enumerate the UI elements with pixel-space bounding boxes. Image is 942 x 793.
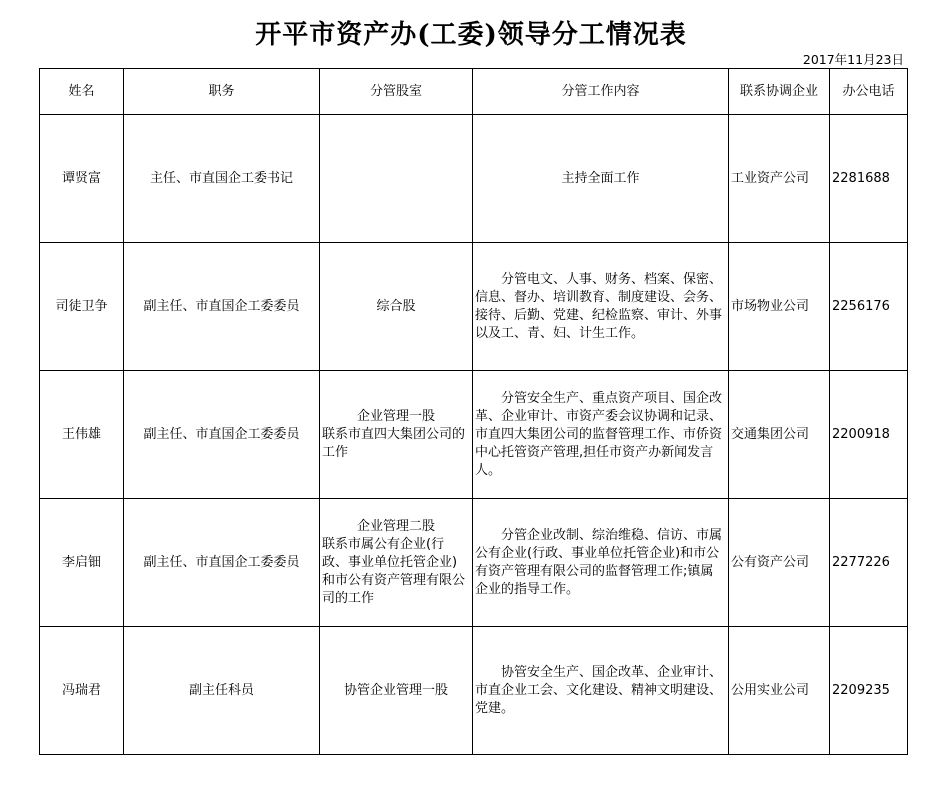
department-description: 联系市直四大集团公司的工作: [322, 426, 466, 460]
table-row: [40, 627, 908, 755]
cell-company: 交通集团公司: [729, 371, 830, 499]
cell-name: 冯瑞君: [40, 627, 124, 755]
leadership-table: [39, 68, 908, 755]
cell-work-content: 协管安全生产、国企改革、企业审计、市直企业工会、文化建设、精神文明建设、党建。: [473, 627, 729, 755]
cell-department: [320, 115, 473, 243]
header-row: [40, 69, 908, 115]
report-date: 2017年11月23日: [802, 52, 904, 67]
cell-position: 副主任、市直国企工委委员: [124, 371, 320, 499]
cell-phone: 2277226: [830, 499, 908, 627]
department-name: 企业管理一股: [356, 408, 435, 424]
cell-work-content: 主持全面工作: [473, 115, 729, 243]
cell-phone: 2209235: [830, 627, 908, 755]
header-position: 职务: [124, 69, 320, 115]
cell-work-content: 分管安全生产、重点资产项目、国企改革、企业审计、市资产委会议协调和记录、市直四大集团公司的监督管理工作、市侨资中心托管资产管理,担任市资产办新闻发言人。: [473, 371, 729, 499]
cell-name: 谭贤富: [40, 115, 124, 243]
table-row: [40, 371, 908, 499]
cell-position: 副主任、市直国企工委委员: [124, 499, 320, 627]
cell-name: 李启钿: [40, 499, 124, 627]
header-work-content: 分管工作内容: [473, 69, 729, 115]
table-row: [40, 115, 908, 243]
cell-name: 司徒卫争: [40, 243, 124, 371]
table-row: [40, 243, 908, 371]
cell-company: 市场物业公司: [729, 243, 830, 371]
cell-company: 公有资产公司: [729, 499, 830, 627]
header-department: 分管股室: [320, 69, 473, 115]
header-phone: 办公电话: [830, 69, 908, 115]
table-row: [40, 499, 908, 627]
department-description: 联系市属公有企业(行政、事业单位托管企业)和市公有资产管理有限公司的工作: [322, 536, 466, 606]
cell-position: 主任、市直国企工委书记: [124, 115, 320, 243]
cell-department: 协管企业管理一股: [320, 627, 473, 755]
cell-department: [320, 371, 473, 499]
cell-phone: 2281688: [830, 115, 908, 243]
header-company: 联系协调企业: [729, 69, 830, 115]
header-name: 姓名: [40, 69, 124, 115]
cell-name: 王伟雄: [40, 371, 124, 499]
cell-department: 综合股: [320, 243, 473, 371]
cell-department: [320, 499, 473, 627]
cell-work-content: 分管电文、人事、财务、档案、保密、信息、督办、培训教育、制度建设、会务、接待、后勤、党建、纪检监察、审计、外事以及工、青、妇、计生工作。: [473, 243, 729, 371]
cell-work-content: 分管企业改制、综治维稳、信访、市属公有企业(行政、事业单位托管企业)和市公有资产管理有限公司的监督管理工作;镇属企业的指导工作。: [473, 499, 729, 627]
cell-position: 副主任、市直国企工委委员: [124, 243, 320, 371]
cell-company: 公用实业公司: [729, 627, 830, 755]
page-title: 开平市资产办(工委)领导分工情况表: [255, 20, 687, 50]
cell-position: 副主任科员: [124, 627, 320, 755]
cell-company: 工业资产公司: [729, 115, 830, 243]
cell-phone: 2256176: [830, 243, 908, 371]
department-name: 企业管理二股: [356, 518, 435, 534]
cell-phone: 2200918: [830, 371, 908, 499]
